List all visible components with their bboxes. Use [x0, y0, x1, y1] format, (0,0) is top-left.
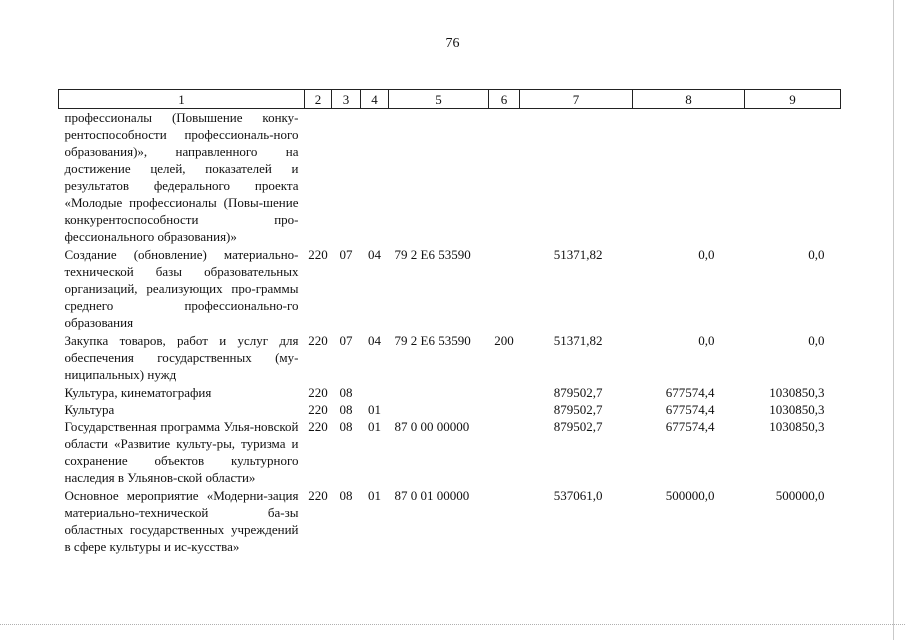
cell-target-article: 87 0 01 00000	[394, 488, 470, 503]
cell-amount-col8: 0,0	[698, 333, 715, 348]
row-name: Культура	[64, 402, 115, 417]
cell-section: 08	[339, 419, 353, 434]
cell-subsection: 01	[368, 488, 381, 503]
cell-expense-type	[489, 109, 520, 247]
cell-amount-col7: 879502,7	[553, 385, 603, 400]
cell-section: 08	[339, 402, 353, 417]
cell-amount-col8: 500000,0	[665, 488, 715, 503]
cell-amount-col7: 879502,7	[553, 419, 603, 434]
cell-subsection: 01	[368, 402, 381, 417]
table-row	[59, 401, 841, 418]
column-header: 9	[745, 90, 841, 109]
cell-amount-col9	[745, 109, 841, 247]
cell-amount-col9: 1030850,3	[769, 385, 825, 400]
row-name: Государственная программа Улья-новской области «Развитие культу-ры, туризма и сохранение объектов культурного наследия в Ульянов-ской области»	[64, 419, 299, 485]
scan-edge-bottom	[0, 624, 905, 625]
cell-ministry: 220	[308, 419, 328, 434]
cell-target-article	[389, 401, 489, 418]
column-header: 2	[305, 90, 332, 109]
cell-amount-col9: 1030850,3	[769, 419, 825, 434]
cell-subsection	[361, 384, 389, 401]
cell-expense-type	[489, 418, 520, 487]
row-name: Создание (обновление) материально-технической базы образовательных организаций, реализующих про-граммы среднего профессионально-го образования	[64, 247, 299, 330]
cell-amount-col8: 677574,4	[665, 419, 715, 434]
cell-amount-col7: 51371,82	[553, 247, 603, 262]
cell-expense-type: 200	[494, 333, 514, 348]
cell-subsection: 04	[368, 333, 381, 348]
cell-subsection: 04	[368, 247, 381, 262]
cell-amount-col7: 537061,0	[553, 488, 603, 503]
cell-expense-type	[489, 246, 520, 332]
column-header: 7	[520, 90, 633, 109]
cell-target-article: 79 2 E6 53590	[394, 247, 471, 262]
row-name: Основное мероприятие «Модерни-зация материально-технической ба-зы областных государственных учреждений в сфере культуры и ис-кусства»	[64, 488, 299, 554]
table-row	[59, 109, 841, 247]
cell-ministry: 220	[308, 402, 328, 417]
cell-subsection: 01	[368, 419, 381, 434]
column-header: 4	[361, 90, 389, 109]
column-header: 1	[59, 90, 305, 109]
cell-target-article: 79 2 E6 53590	[394, 333, 471, 348]
budget-table	[58, 89, 841, 555]
cell-ministry: 220	[308, 333, 328, 348]
header-row	[59, 90, 841, 109]
row-name: профессионалы (Повышение конку-рентоспособности профессиональ-ного образования)», направленного на достижение целей, показателей и результатов федерального проекта «Молодые профессионалы (Повы-шение конкурентоспособности про-фессионального образования)»	[64, 110, 299, 244]
cell-expense-type	[489, 384, 520, 401]
cell-ministry	[305, 109, 332, 247]
cell-amount-col9: 0,0	[808, 333, 825, 348]
column-header: 8	[633, 90, 745, 109]
table-row	[59, 384, 841, 401]
cell-expense-type	[489, 401, 520, 418]
table-row	[59, 332, 841, 384]
page-number: 76	[445, 36, 460, 51]
cell-amount-col7: 879502,7	[553, 402, 603, 417]
cell-amount-col9: 500000,0	[775, 488, 825, 503]
table-row	[59, 246, 841, 332]
cell-section: 08	[339, 385, 353, 400]
row-name: Культура, кинематография	[64, 385, 212, 400]
cell-ministry: 220	[308, 247, 328, 262]
cell-amount-col8	[633, 109, 745, 247]
column-header: 6	[489, 90, 520, 109]
cell-amount-col8: 677574,4	[665, 402, 715, 417]
cell-amount-col9: 1030850,3	[769, 402, 825, 417]
cell-ministry: 220	[308, 488, 328, 503]
cell-amount-col7	[520, 109, 633, 247]
cell-target-article	[389, 384, 489, 401]
table-row	[59, 487, 841, 555]
table-row	[59, 418, 841, 487]
cell-amount-col9: 0,0	[808, 247, 825, 262]
cell-section: 07	[339, 247, 353, 262]
cell-section: 08	[339, 488, 353, 503]
cell-ministry: 220	[308, 385, 328, 400]
cell-amount-col8: 677574,4	[665, 385, 715, 400]
column-header: 5	[389, 90, 489, 109]
scan-edge-right	[893, 0, 894, 640]
cell-amount-col7: 51371,82	[553, 333, 603, 348]
cell-target-article: 87 0 00 00000	[394, 419, 470, 434]
cell-section: 07	[339, 333, 353, 348]
cell-section	[332, 109, 361, 247]
column-header: 3	[332, 90, 361, 109]
cell-amount-col8: 0,0	[698, 247, 715, 262]
cell-target-article	[389, 109, 489, 247]
cell-expense-type	[489, 487, 520, 555]
cell-subsection	[361, 109, 389, 247]
row-name: Закупка товаров, работ и услуг для обеспечения государственных (му-ниципальных) нужд	[64, 333, 299, 382]
